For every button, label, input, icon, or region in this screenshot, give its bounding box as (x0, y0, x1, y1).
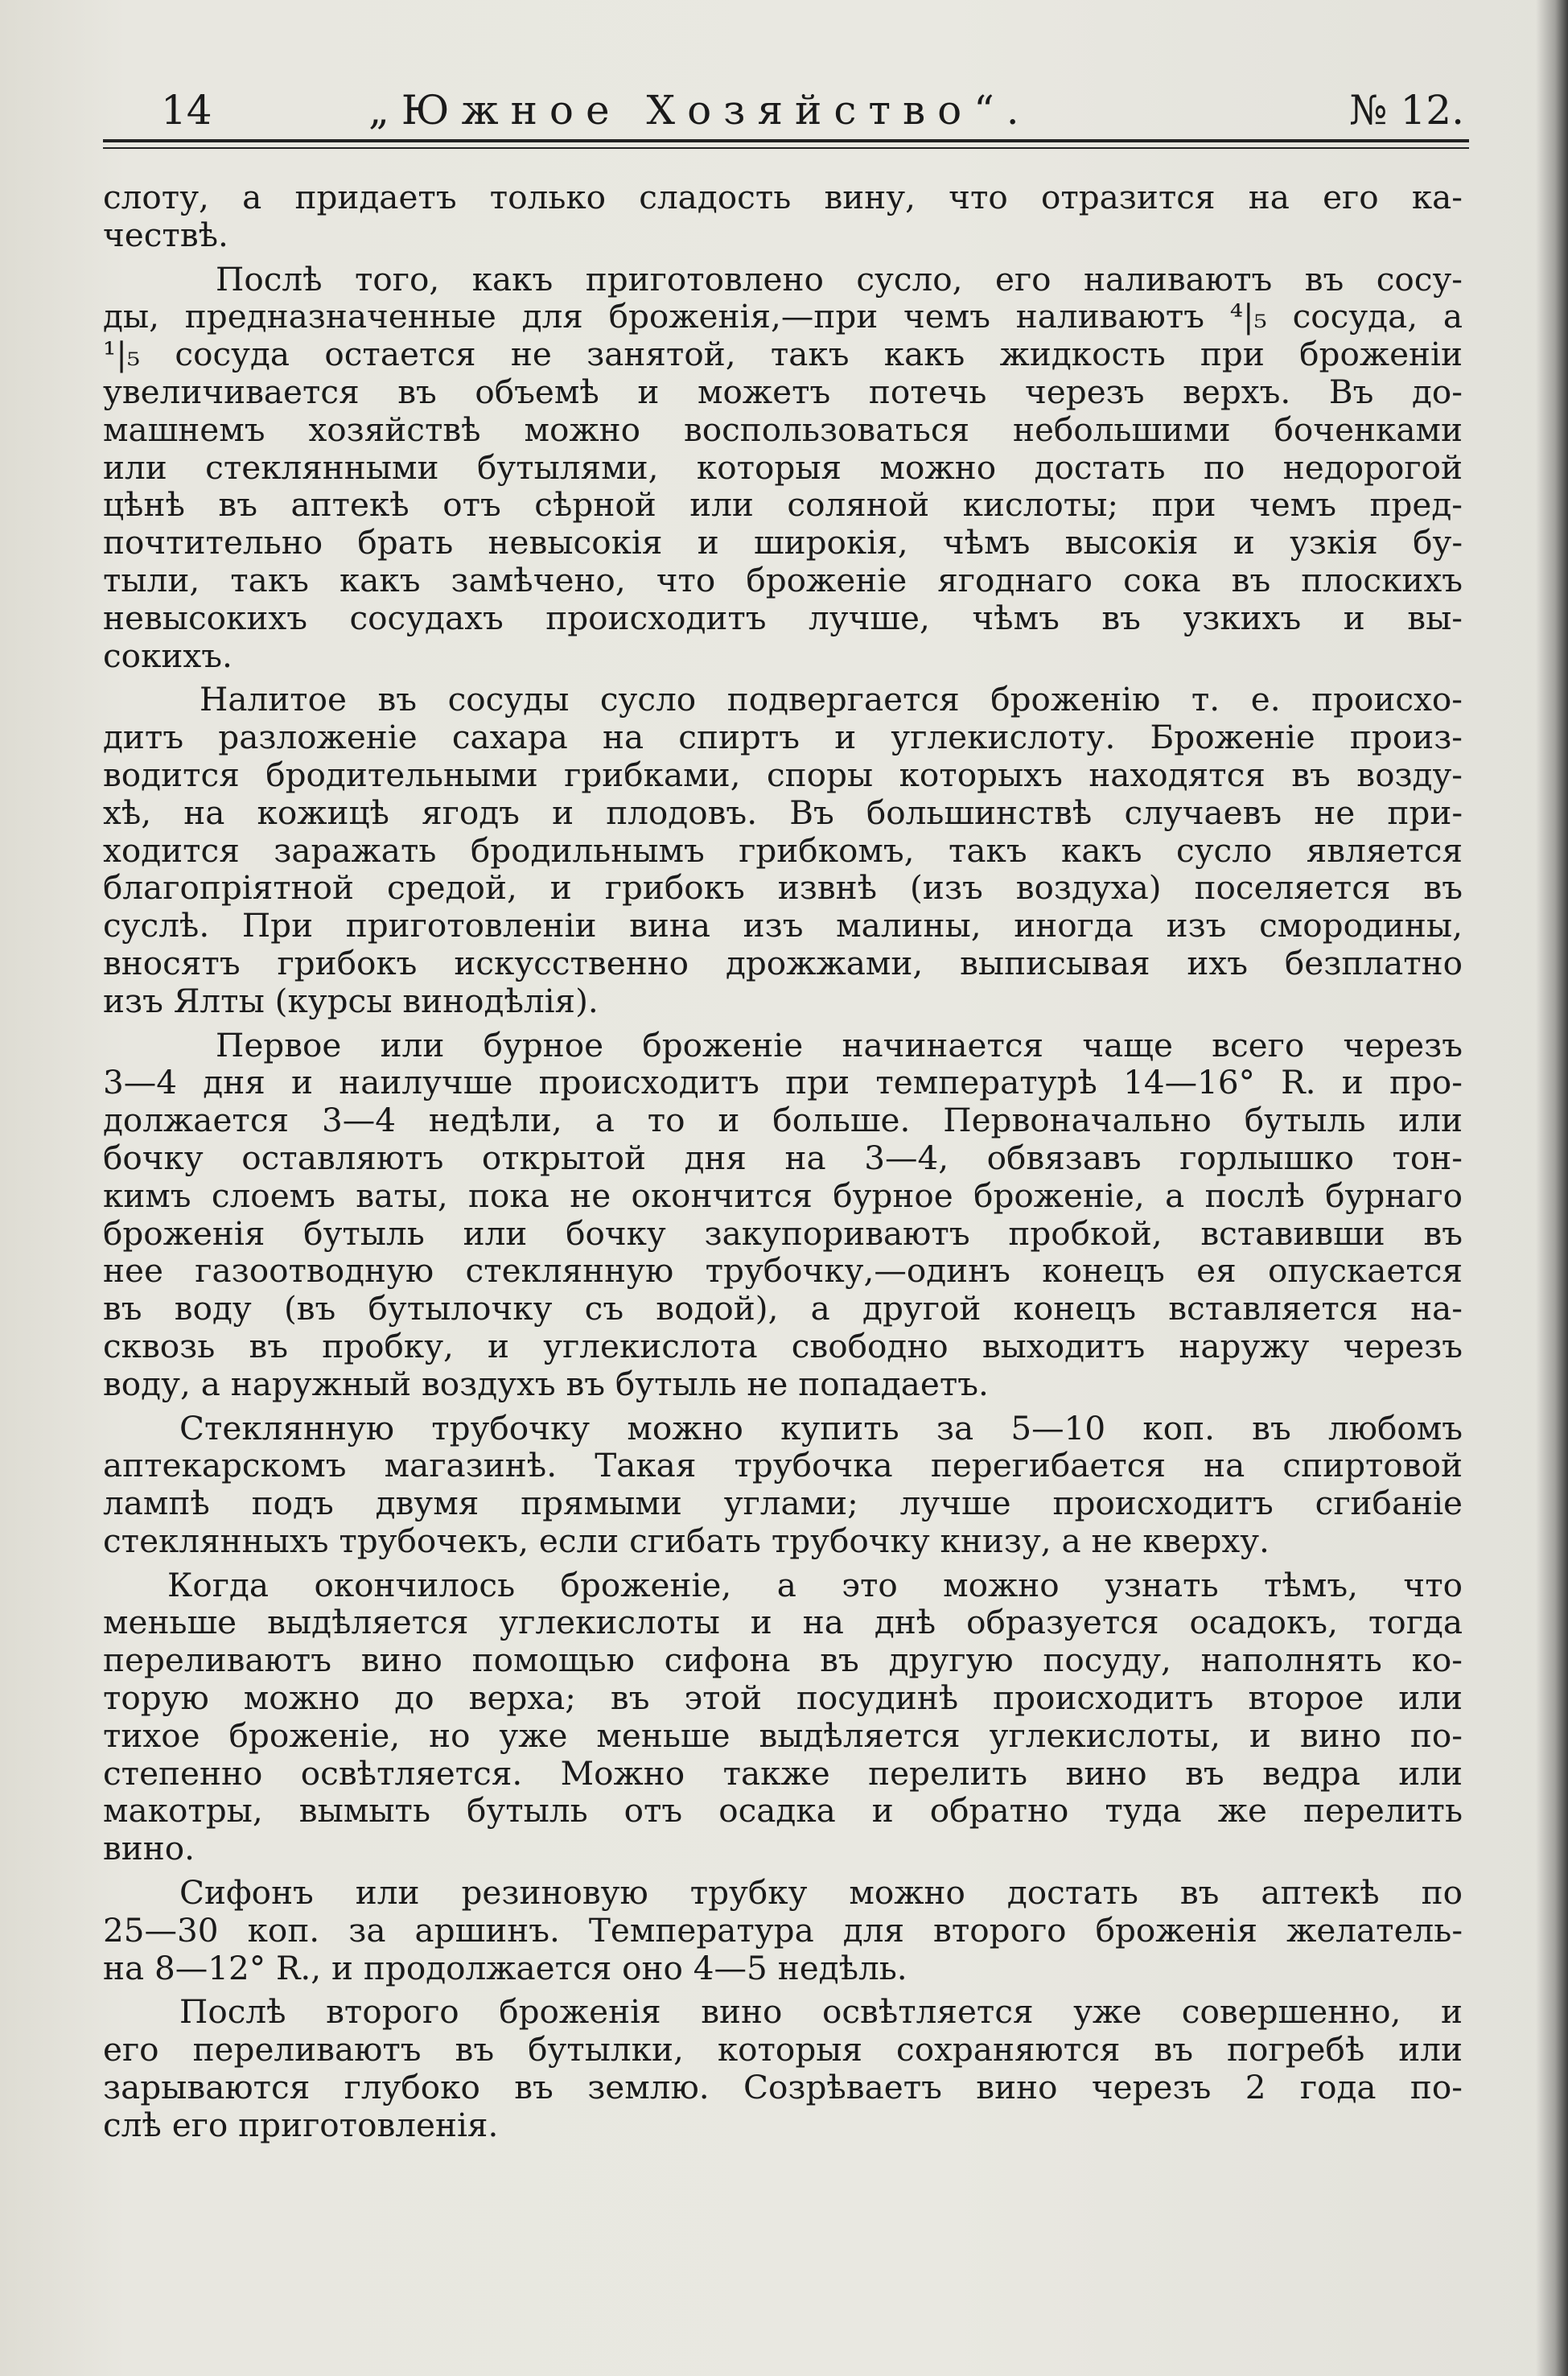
header-rule-thin (103, 147, 1469, 149)
page-header (161, 87, 1464, 143)
header-rule-thick (103, 139, 1469, 142)
text-line: стеклянныхъ трубочекъ, если сгибать трубочку книзу, а не кверху. (103, 1522, 1270, 1560)
text-line: Стеклянную трубочку можно купить за 5—10 коп. въ любомъ (179, 1409, 1463, 1447)
text-line: нее газоотводную стеклянную трубочку,—одинъ конецъ ея опускается (103, 1252, 1463, 1291)
text-line: ¹|₅ сосуда остается не занятой, такъ какъ жидкость при броженіи (103, 336, 1463, 373)
journal-title: „Южное Хозяйство“. (368, 87, 1031, 134)
text-line: суслѣ. При приготовленіи вина изъ малины, иногда изъ смородины, (103, 907, 1463, 945)
text-line: аптекарскомъ магазинѣ. Такая трубочка перегибается на спиртовой (103, 1447, 1463, 1485)
text-line: невысокихъ сосудахъ происходитъ лучше, чѣмъ въ узкихъ и вы- (103, 599, 1463, 637)
text-line: должается 3—4 недѣли, а то и больше. Первоначально бутыль или (103, 1102, 1463, 1139)
text-line: хѣ, на кожицѣ ягодъ и плодовъ. Въ большинствѣ случаевъ не при- (103, 793, 1463, 832)
text-line: торую можно до верха; въ этой посудинѣ происходитъ второе или (103, 1679, 1463, 1717)
text-line: увеличивается въ объемѣ и можетъ потечь черезъ верхъ. Въ до- (103, 373, 1463, 411)
text-line: сквозь въ пробку, и углекислота свободно выходитъ наружу черезъ (103, 1327, 1463, 1365)
text-line: или стеклянными бутылями, которыя можно достать по недорогой (103, 448, 1463, 487)
text-line: благопріятной средой, и грибокъ извнѣ (изъ воздуха) поселяется въ (103, 869, 1463, 908)
text-line: 25—30 коп. за аршинъ. Температура для второго броженія желатель- (103, 1911, 1463, 1950)
text-line: ды, предназначенные для броженія,—при чемъ наливаютъ ⁴|₅ сосуда, а (103, 298, 1463, 336)
text-line: дитъ разложеніе сахара на спиртъ и углекислоту. Броженіе произ- (103, 719, 1463, 756)
page-number: 14 (161, 87, 212, 134)
text-line: водится бродительными грибками, споры которыхъ находятся въ возду- (103, 756, 1463, 794)
text-line: чествѣ. (103, 216, 228, 254)
text-line: Первое или бурное броженіе начинается чаще всего черезъ (216, 1026, 1463, 1064)
text-line: слоту, а придаетъ только сладость вину, что отразится на его ка- (103, 179, 1463, 216)
text-line: на 8—12° R., и продолжается оно 4—5 недѣль. (103, 1949, 907, 1987)
text-line: бочку оставляютъ открытой дня на 3—4, обвязавъ горлышко тон- (103, 1139, 1463, 1177)
text-line: лампѣ подъ двумя прямыми углами; лучше происходитъ сгибаніе (103, 1484, 1463, 1522)
text-line: Когда окончилось броженіе, а это можно узнать тѣмъ, что (167, 1566, 1463, 1604)
text-line: степенно освѣтляется. Можно также перелить вино въ ведра или (103, 1754, 1463, 1793)
text-line: переливаютъ вино помощью сифона въ другую посуду, наполнять ко- (103, 1641, 1463, 1680)
text-line: цѣнѣ въ аптекѣ отъ сѣрной или соляной кислоты; при чемъ пред- (103, 486, 1463, 525)
text-line: Послѣ второго броженія вино освѣтляется уже совершенно, и (179, 1993, 1463, 2032)
text-line: его переливаютъ въ бутылки, которыя сохраняются въ погребѣ или (103, 2031, 1463, 2069)
text-line: Налитое въ сосуды сусло подвергается броженію т. е. происхо- (200, 681, 1463, 719)
text-line: изъ Ялты (курсы винодѣлія). (103, 982, 599, 1020)
text-line: въ воду (въ бутылочку съ водой), а другой конецъ вставляется на- (103, 1290, 1463, 1328)
text-line: машнемъ хозяйствѣ можно воспользоваться небольшими боченками (103, 410, 1463, 449)
text-line: Послѣ того, какъ приготовлено сусло, его наливаютъ въ сосу- (216, 260, 1463, 299)
text-line: меньше выдѣляется углекислоты и на днѣ образуется осадокъ, тогда (103, 1604, 1463, 1642)
text-line: вносятъ грибокъ искусственно дрожжами, выписывая ихъ безплатно (103, 944, 1463, 982)
text-line: тыли, такъ какъ замѣчено, что броженіе ягоднаго сока въ плоскихъ (103, 561, 1463, 599)
text-line: 3—4 дня и наилучше происходитъ при температурѣ 14—16° R. и про- (103, 1064, 1463, 1102)
text-line: вино. (103, 1830, 195, 1868)
text-line: почтительно брать невысокія и широкія, чѣмъ высокія и узкія бу- (103, 524, 1463, 562)
text-line: слѣ его приготовленія. (103, 2106, 499, 2144)
text-line: тихое броженіе, но уже меньше выдѣляется углекислоты, и вино по- (103, 1716, 1463, 1755)
issue-number: № 12. (1349, 87, 1464, 134)
text-line: макотры, вымыть бутыль отъ осадка и обратно туда же перелить (103, 1792, 1463, 1830)
text-line: зарываются глубоко въ землю. Созрѣваетъ вино черезъ 2 года по- (103, 2069, 1463, 2106)
text-line: броженія бутыль или бочку закупориваютъ пробкой, вставивши въ (103, 1214, 1463, 1253)
text-line: кимъ слоемъ ваты, пока не окончится бурное броженіе, а послѣ бурнаго (103, 1176, 1463, 1215)
text-line: воду, а наружный воздухъ въ бутыль не попадаетъ. (103, 1365, 989, 1403)
article-body (103, 179, 1463, 2144)
text-line: Сифонъ или резиновую трубку можно достать въ аптекѣ по (179, 1874, 1463, 1912)
page-edge-shadow (1536, 0, 1568, 2376)
text-line: сокихъ. (103, 636, 233, 675)
text-line: ходится заражать бродильнымъ грибкомъ, такъ какъ сусло является (103, 831, 1463, 870)
